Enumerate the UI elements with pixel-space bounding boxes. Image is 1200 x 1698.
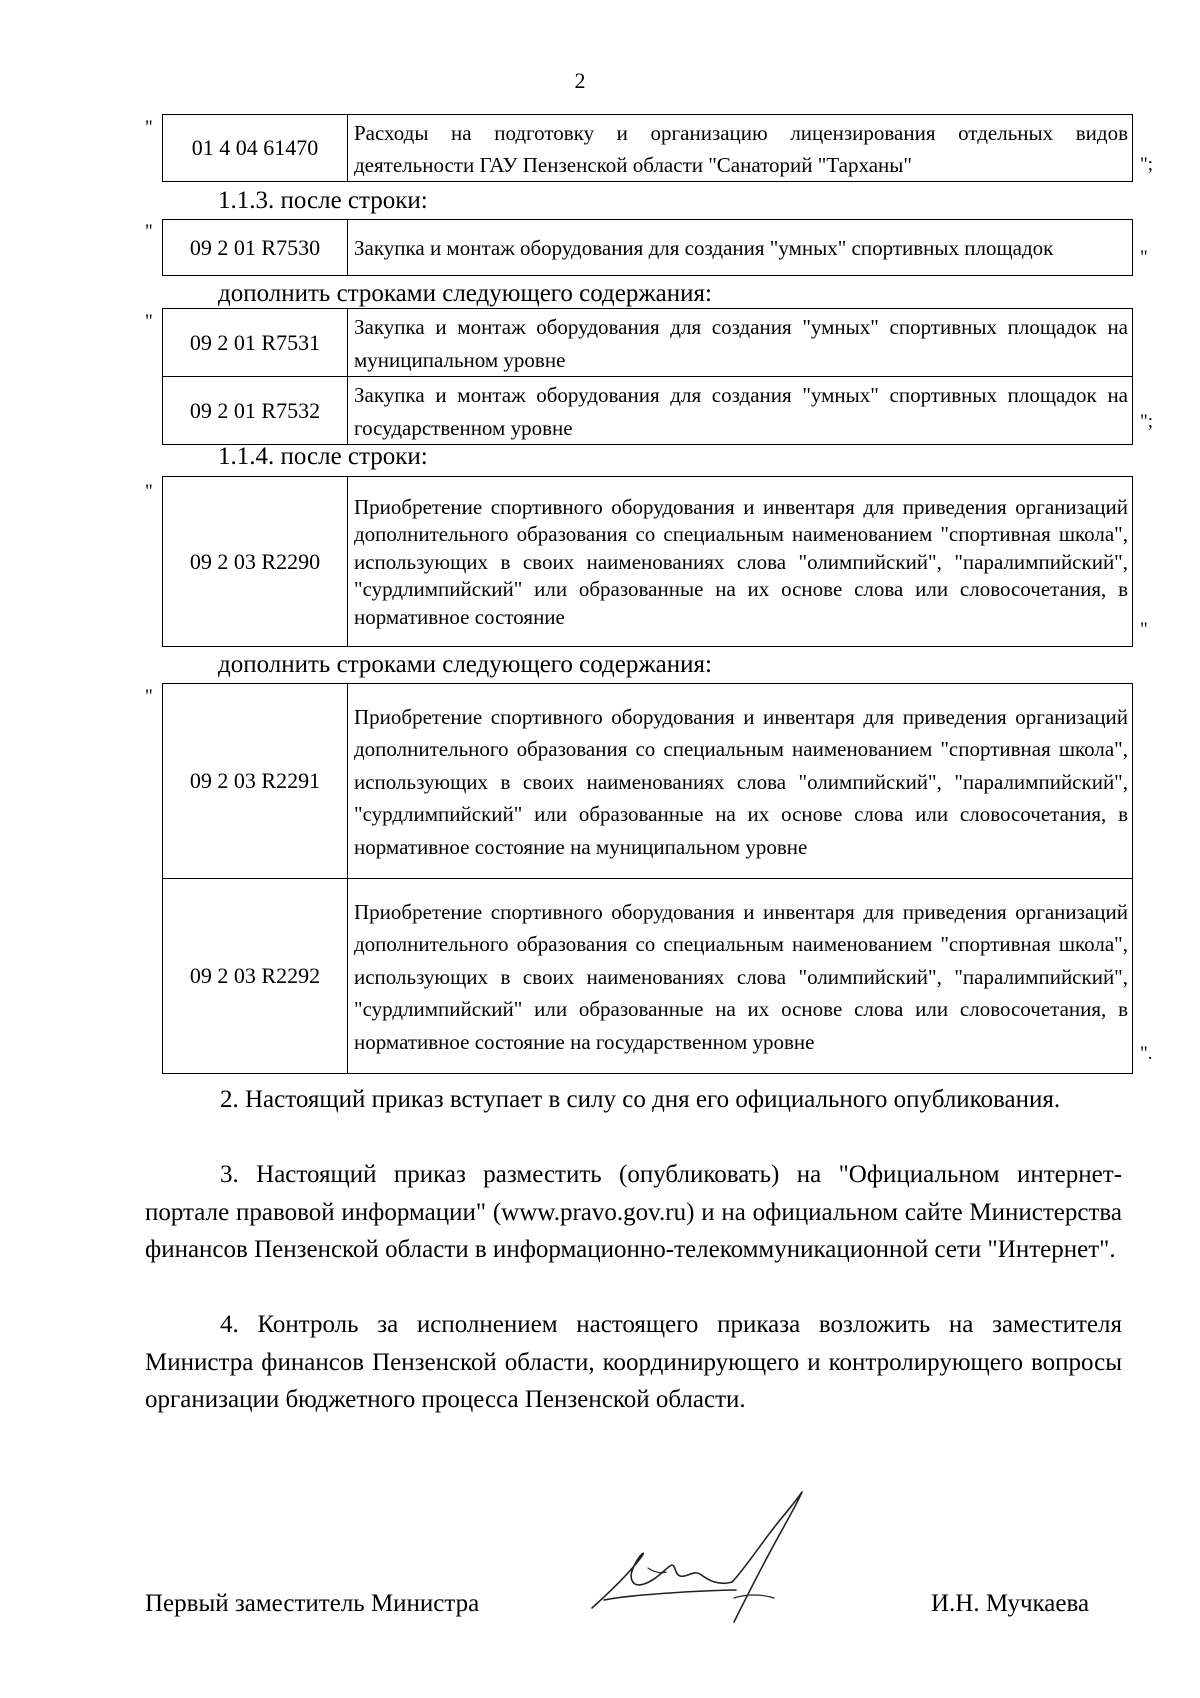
- budget-description-cell: Приобретение спортивного оборудования и инвентаря для приведения организаций дополнительного образования со специальным наименованием "спортивная школа", использующих в своих наименованиях слова "олимпийский", "паралимпийский", "сурдлимпийский" или образованные на их основе слова или словосочетания, в нормативное состояние на муниципальном уровне: [348, 684, 1133, 879]
- budget-code-cell: 09 2 01 R7532: [163, 377, 348, 445]
- quote-close-mark: ": [1140, 619, 1148, 640]
- add-rows-instruction: дополнить строками следующего содержания:: [218, 280, 712, 307]
- budget-code-cell: 09 2 01 R7531: [163, 309, 348, 377]
- budget-description-cell: Приобретение спортивного оборудования и инвентаря для приведения организаций дополнительного образования со специальным наименованием "спортивная школа", использующих в своих наименованиях слова "олимпийский", "паралимпийский", "сурдлимпийский" или образованные на их основе слова или словосочетания, в нормативное состояние на государственном уровне: [348, 879, 1133, 1074]
- budget-code-cell: 01 4 04 61470: [163, 115, 348, 182]
- item-1-1-4: 1.1.4. после строки:: [218, 443, 428, 470]
- budget-description-cell: Приобретение спортивного оборудования и инвентаря для приведения организаций дополнительного образования со специальным наименованием "спортивная школа", использующих в своих наименованиях слова "олимпийский", "паралимпийский", "сурдлимпийский" или образованные на их основе слова или словосочетания, в нормативное состояние: [348, 477, 1133, 647]
- quote-close-mark: ";: [1140, 154, 1154, 175]
- budget-code-table-4: [162, 476, 1133, 647]
- quote-close-mark: ": [1140, 247, 1148, 268]
- quote-open-mark: ": [145, 686, 153, 707]
- paragraph-2: 2. Настоящий приказ вступает в силу со дня его официального опубликования.: [220, 1086, 1061, 1113]
- page-number: 2: [574, 68, 586, 93]
- item-1-1-3: 1.1.3. после строки:: [218, 187, 428, 214]
- budget-code-table-5: [162, 683, 1133, 1074]
- table-row: [163, 684, 1133, 879]
- table-row: [163, 477, 1133, 647]
- budget-description-cell: Расходы на подготовку и организацию лицензирования отдельных видов деятельности ГАУ Пензенской области "Санаторий "Тарханы": [348, 115, 1133, 182]
- budget-code-cell: 09 2 03 R2291: [163, 684, 348, 879]
- table-row: [163, 377, 1133, 445]
- quote-open-mark: ": [145, 117, 153, 138]
- table-row: [163, 309, 1133, 377]
- budget-description-cell: Закупка и монтаж оборудования для создания "умных" спортивных площадок: [348, 220, 1133, 276]
- table-row: [163, 115, 1133, 182]
- budget-description-cell: Закупка и монтаж оборудования для создания "умных" спортивных площадок на муниципальном уровне: [348, 309, 1133, 377]
- signatory-name: И.Н. Мучкаева: [931, 1590, 1090, 1617]
- add-rows-instruction: дополнить строками следующего содержания:: [218, 651, 712, 678]
- handwritten-signature: [584, 1486, 834, 1636]
- budget-code-table-2: [162, 219, 1133, 276]
- budget-code-table-1: [162, 114, 1133, 182]
- budget-code-cell: 09 2 01 R7530: [163, 220, 348, 276]
- signatory-title: Первый заместитель Министра: [145, 1590, 480, 1617]
- table-row: [163, 879, 1133, 1074]
- quote-open-mark: ": [145, 311, 153, 332]
- budget-description-cell: Закупка и монтаж оборудования для создания "умных" спортивных площадок на государственном уровне: [348, 377, 1133, 445]
- budget-code-table-3: [162, 308, 1133, 445]
- quote-open-mark: ": [145, 481, 153, 502]
- paragraph-3: 3. Настоящий приказ разместить (опубликовать) на "Официальном интернет-портале правовой информации" (www.pravo.gov.ru) и на официальном сайте Министерства финансов Пензенской области в информационно-телекоммуникационной сети "Интернет".: [145, 1161, 1122, 1263]
- budget-code-cell: 09 2 03 R2292: [163, 879, 348, 1074]
- paragraph-4: 4. Контроль за исполнением настоящего приказа возложить на заместителя Министра финансов Пензенской области, координирующего и контролирующего вопросы организации бюджетного процесса Пензенской области.: [145, 1311, 1122, 1413]
- table-row: [163, 220, 1133, 276]
- quote-close-mark: ";: [1140, 411, 1154, 432]
- quote-close-mark: ".: [1140, 1043, 1153, 1064]
- budget-code-cell: 09 2 03 R2290: [163, 477, 348, 647]
- quote-open-mark: ": [145, 221, 153, 242]
